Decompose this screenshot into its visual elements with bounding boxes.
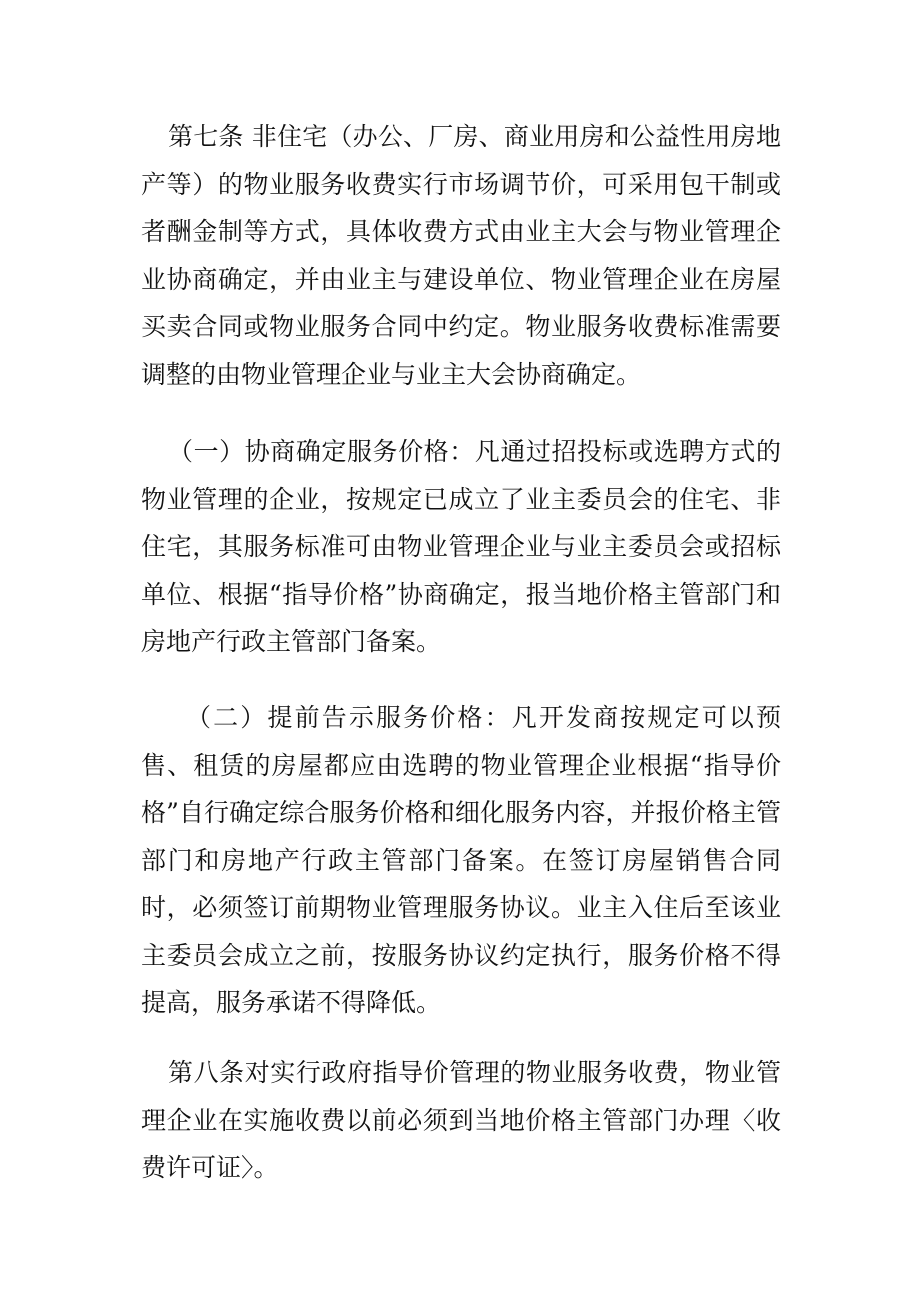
item-1-negotiated-price-paragraph: （一）协商确定服务价格：凡通过招投标或选聘方式的物业管理的企业，按规定已成立了业主委员会的住宅、非住宅，其服务标准可由物业管理企业与业主委员会或招标单位、根据“指导价格”协商确定，报当地价格主管部门和房地产行政主管部门备案。 — [141, 437, 781, 656]
article-7-paragraph: 第七条 非住宅（办公、厂房、商业用房和公益性用房地产等）的物业服务收费实行市场调节价，可采用包干制或者酬金制等方式，具体收费方式由业主大会与物业管理企业协商确定，并由业主与建设单位、物业管理企业在房屋买卖合同或物业服务合同中约定。物业服务收费标准需要调整的由物业管理企业与业主大会协商确定。 — [141, 122, 781, 389]
article-8-paragraph: 第八条对实行政府指导价管理的物业服务收费，物业管理企业在实施收费以前必须到当地价格主管部门办理〈收费许可证〉。 — [141, 1058, 781, 1182]
item-2-advance-notice-price-paragraph: （二）提前告示服务价格：凡开发商按规定可以预售、租赁的房屋都应由选聘的物业管理企业根据“指导价格”自行确定综合服务价格和细化服务内容，并报价格主管部门和房地产行政主管部门备案。在签订房屋销售合同时，必须签订前期物业管理服务协议。业主入住后至该业主委员会成立之前，按服务协议约定执行，服务价格不得提高，服务承诺不得降低。 — [141, 703, 781, 1017]
